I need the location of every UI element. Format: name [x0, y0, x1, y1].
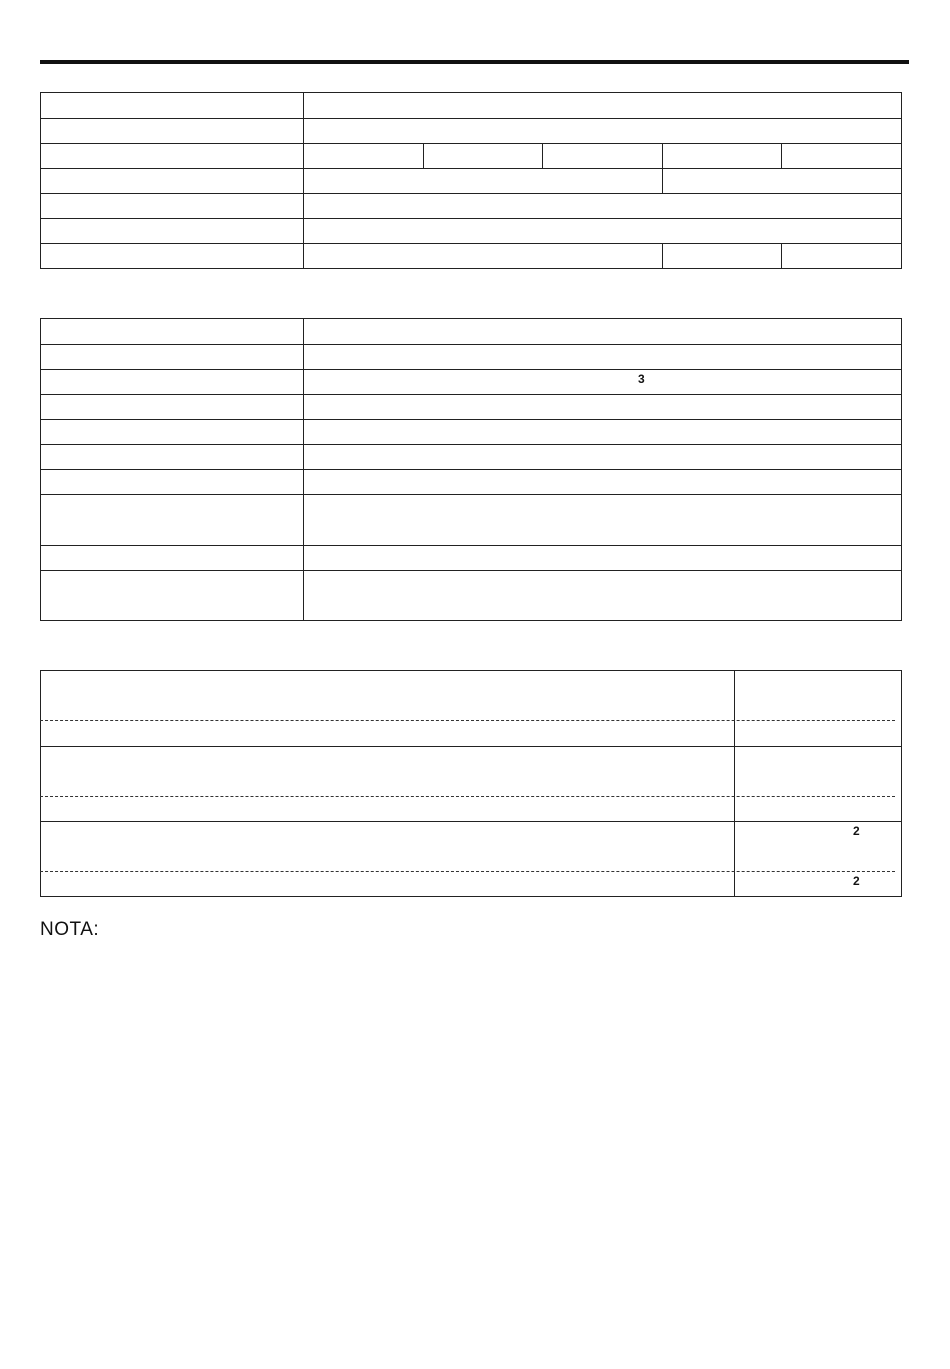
- spec-table-1-cell-divider: [781, 143, 782, 168]
- spec-table-3-border: [40, 670, 902, 897]
- area-superscript-1: 2: [853, 824, 860, 838]
- spec-table-1-row-line: [40, 218, 902, 219]
- spec-table-2-row-line: [40, 369, 902, 370]
- spec-table-3-dashed-line: [40, 871, 895, 872]
- spec-table-1-row-line: [40, 243, 902, 244]
- spec-table-3-value-divider: [734, 670, 735, 897]
- spec-table-1-cell-divider: [781, 243, 782, 269]
- spec-table-1-row-line: [40, 168, 902, 169]
- spec-table-2-row-line: [40, 394, 902, 395]
- spec-table-3-group-line: [40, 746, 902, 747]
- spec-table-3-dashed-line: [40, 796, 895, 797]
- spec-table-3-dashed-line: [40, 720, 895, 721]
- note-label: NOTA:: [40, 919, 100, 940]
- area-superscript-2: 2: [853, 874, 860, 888]
- spec-table-1-cell-divider: [423, 143, 424, 168]
- spec-table-2-row-line: [40, 444, 902, 445]
- spec-table-2-row-line: [40, 545, 902, 546]
- spec-table-2-row-line: [40, 344, 902, 345]
- spec-table-1-cell-divider: [662, 143, 663, 168]
- spec-table-1-row-line: [40, 143, 902, 144]
- spec-table-1-cell-divider: [662, 168, 663, 193]
- spec-table-1-row-line: [40, 193, 902, 194]
- spec-table-1-cell-divider: [662, 243, 663, 269]
- spec-table-1-cell-divider: [542, 143, 543, 168]
- header-rule: [40, 60, 909, 64]
- spec-table-2-row-line: [40, 494, 902, 495]
- spec-table-1-label-divider: [303, 92, 304, 269]
- spec-table-3-group-line: [40, 821, 902, 822]
- volume-superscript: 3: [638, 372, 645, 386]
- spec-table-2-row-line: [40, 570, 902, 571]
- spec-table-2-label-divider: [303, 318, 304, 621]
- spec-table-1-row-line: [40, 118, 902, 119]
- spec-table-2-row-line: [40, 419, 902, 420]
- spec-table-2-row-line: [40, 469, 902, 470]
